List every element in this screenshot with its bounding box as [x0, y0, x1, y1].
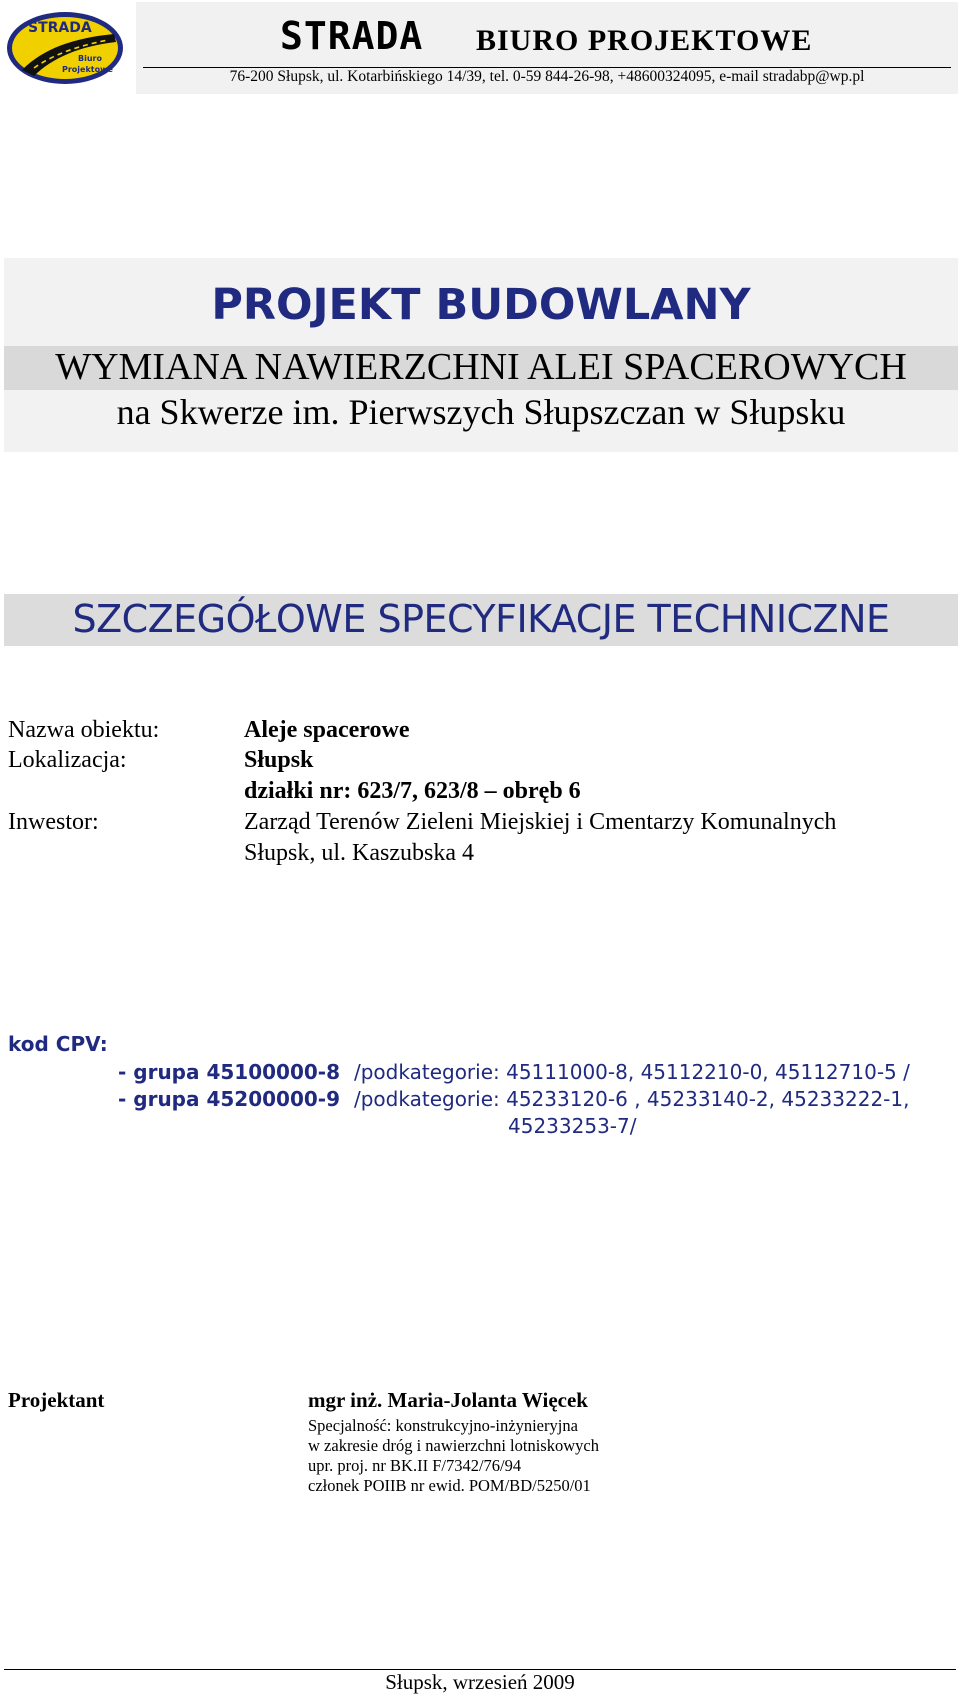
logo-title: STRADA — [28, 20, 92, 36]
designer-membership: członek POIIB nr ewid. POM/BD/5250/01 — [308, 1476, 591, 1495]
designer-name: mgr inż. Maria-Jolanta Więcek — [308, 1388, 588, 1412]
spec-title: SZCZEGÓŁOWE SPECYFIKACJE TECHNICZNE — [72, 597, 890, 641]
logo-line1: Biuro — [78, 54, 102, 63]
cpv-subcategories-1: /podkategorie: 45111000-8, 45112210-0, 45112710-5 / — [354, 1060, 910, 1084]
plots-value: działki nr: 623/7, 623/8 – obręb 6 — [244, 778, 581, 804]
cpv-subcategories-2: /podkategorie: 45233120-6 , 45233140-2, 45233222-1, — [354, 1087, 910, 1111]
cpv-group-1: - grupa 45100000-8 — [118, 1060, 341, 1084]
object-name-label: Nazwa obiektu: — [8, 717, 160, 743]
investor-address: Słupsk, ul. Kaszubska 4 — [244, 840, 474, 866]
strada-logo — [4, 8, 126, 88]
investor-value: Zarząd Terenów Zieleni Miejskiej i Cmentarzy Komunalnych — [244, 809, 837, 835]
designer-specialty: Specjalność: konstrukcyjno-inżynieryjna — [308, 1416, 578, 1435]
object-name-value: Aleje spacerowe — [244, 717, 410, 743]
cpv-label: kod CPV: — [8, 1032, 108, 1056]
designer-scope: w zakresie dróg i nawierzchni lotniskowych — [308, 1436, 599, 1455]
company-address: 76-200 Słupsk, ul. Kotarbińskiego 14/39, tel. 0-59 844-26-98, +48600324095, e-mail stradabp@wp.pl — [229, 68, 865, 85]
location-label: Lokalizacja: — [8, 747, 127, 773]
cpv-group-2: - grupa 45200000-9 — [118, 1087, 341, 1111]
company-name: STRADA — [280, 14, 424, 58]
designer-label: Projektant — [8, 1388, 105, 1412]
project-title-line2: na Skwerze im. Pierwszych Słupszczan w Słupsku — [116, 392, 846, 432]
logo-line2: Projektowe — [62, 65, 113, 74]
designer-license: upr. proj. nr BK.II F/7342/76/94 — [308, 1456, 522, 1475]
footer-place-date: Słupsk, wrzesień 2009 — [385, 1670, 575, 1694]
location-value: Słupsk — [244, 747, 314, 773]
investor-label: Inwestor: — [8, 809, 99, 835]
project-type-heading: PROJEKT BUDOWLANY — [211, 280, 751, 330]
project-title-line1: WYMIANA NAWIERZCHNI ALEI SPACEROWYCH — [55, 346, 907, 388]
cpv-subcategories-continuation: 45233253-7/ — [508, 1114, 637, 1138]
company-type: BIURO PROJEKTOWE — [476, 24, 813, 57]
